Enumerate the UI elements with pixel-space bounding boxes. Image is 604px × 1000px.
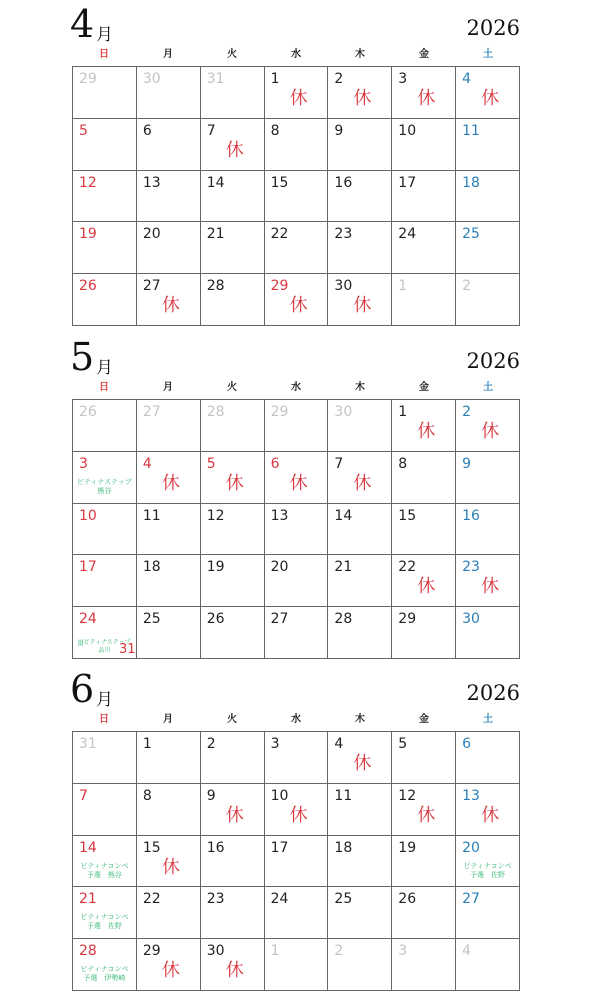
- day-number: 1: [398, 404, 408, 420]
- weekday-label: 月: [163, 49, 173, 60]
- day-number: 10: [270, 787, 289, 804]
- event-line: 予選 佐野: [86, 922, 122, 931]
- day-number: 26: [79, 404, 97, 420]
- day-number: 13: [462, 787, 480, 804]
- day-number: 9: [462, 455, 472, 472]
- day-cell: [456, 274, 520, 326]
- day-cell: [73, 784, 137, 836]
- event-line: JJJビティナステップ: [78, 639, 131, 647]
- weekday-label: 土: [483, 49, 493, 60]
- day-cell: [328, 452, 392, 504]
- calendar-april: [0, 2, 604, 317]
- day-cell: [73, 607, 137, 659]
- day-cell: [201, 452, 265, 504]
- day-cell: [137, 452, 201, 504]
- weekday-label: 土: [483, 714, 493, 725]
- day-cell: [137, 784, 201, 836]
- day-number: 31: [79, 736, 97, 752]
- day-cell: [201, 784, 265, 836]
- day-number: 14: [334, 507, 353, 524]
- day-number: 4: [334, 736, 344, 752]
- day-number: 29: [398, 611, 417, 628]
- holiday-mark: 休: [161, 472, 180, 494]
- day-cell: [137, 400, 201, 452]
- day-number: 24: [398, 226, 417, 243]
- day-number: 6: [462, 736, 472, 752]
- day-number: 17: [79, 559, 97, 576]
- holiday-mark: 休: [225, 472, 244, 494]
- holiday-mark: 休: [225, 804, 244, 826]
- day-number: 4: [462, 943, 472, 960]
- day-cell: [137, 555, 201, 607]
- day-cell: [137, 222, 201, 274]
- day-number: 29: [142, 943, 161, 960]
- day-number: 28: [206, 404, 225, 420]
- day-cell: [73, 504, 137, 556]
- day-cell: [392, 939, 456, 991]
- day-number: 11: [142, 507, 161, 524]
- overflow-day-number: 31: [119, 642, 136, 658]
- holiday-mark: 休: [417, 576, 436, 598]
- day-cell: [392, 452, 456, 504]
- day-cell: [265, 171, 329, 223]
- day-number: 20: [142, 226, 161, 243]
- day-cell: [201, 504, 265, 556]
- day-number: 3: [270, 736, 280, 752]
- weekday-label: 水: [291, 714, 301, 725]
- day-cell: [265, 732, 329, 784]
- weekday-label: 木: [355, 714, 365, 725]
- day-cell: [392, 400, 456, 452]
- day-cell: [265, 939, 329, 991]
- day-cell: [265, 119, 329, 171]
- day-cell: [201, 400, 265, 452]
- holiday-mark: 休: [353, 88, 372, 109]
- day-cell: [265, 607, 329, 659]
- day-number: 15: [398, 507, 417, 524]
- month-header: [0, 667, 604, 711]
- day-number: 15: [270, 174, 289, 191]
- day-cell: [201, 222, 265, 274]
- day-number: 30: [334, 278, 353, 295]
- month-label: 月: [96, 358, 113, 378]
- day-cell: [73, 222, 137, 274]
- day-number: 25: [334, 891, 353, 908]
- day-cell: [328, 171, 392, 223]
- month-header: [0, 335, 604, 379]
- event-note: [459, 862, 516, 880]
- day-number: 9: [206, 787, 216, 804]
- day-cell: [456, 555, 520, 607]
- day-number: 1: [270, 943, 280, 960]
- holiday-mark: 休: [225, 960, 244, 982]
- day-cell: [392, 222, 456, 274]
- day-number: 7: [206, 122, 216, 139]
- day-cell: [73, 400, 137, 452]
- weekday-label: 火: [227, 49, 237, 60]
- month-header: [0, 2, 604, 46]
- day-cell: [201, 119, 265, 171]
- day-number: 21: [206, 226, 225, 243]
- day-cell: [328, 836, 392, 888]
- weekday-header: [72, 381, 520, 395]
- day-number: 12: [79, 174, 97, 191]
- day-cell: [265, 452, 329, 504]
- day-number: 14: [206, 174, 225, 191]
- day-number: 14: [79, 839, 97, 856]
- day-number: 28: [79, 943, 97, 960]
- day-cell: [73, 171, 137, 223]
- month-number: 6: [70, 667, 95, 711]
- day-number: 3: [398, 943, 408, 960]
- day-cell: [456, 504, 520, 556]
- day-cell: [201, 836, 265, 888]
- day-cell: [201, 274, 265, 326]
- event-line: ビティナコンペ: [80, 861, 129, 870]
- day-cell: [328, 274, 392, 326]
- day-cell: [392, 119, 456, 171]
- holiday-mark: 休: [161, 856, 180, 878]
- day-cell: [265, 784, 329, 836]
- month-label: 月: [96, 690, 113, 710]
- day-number: 12: [398, 787, 417, 804]
- day-number: 27: [142, 404, 161, 420]
- day-number: 4: [142, 455, 152, 472]
- day-number: 18: [334, 839, 353, 856]
- day-number: 10: [398, 122, 417, 139]
- day-cell: [73, 939, 137, 991]
- holiday-mark: 休: [225, 139, 244, 161]
- weekday-label: 日: [99, 714, 109, 725]
- day-number: 26: [79, 278, 97, 295]
- day-cell: [392, 555, 456, 607]
- day-number: 6: [270, 455, 280, 472]
- day-cell: [328, 607, 392, 659]
- day-number: 21: [334, 559, 353, 576]
- calendar-may: [0, 335, 604, 658]
- day-number: 3: [398, 71, 408, 87]
- day-cell: [73, 732, 137, 784]
- day-number: 17: [270, 839, 289, 856]
- day-cell: [137, 171, 201, 223]
- day-cell: [392, 274, 456, 326]
- day-cell: [456, 732, 520, 784]
- holiday-mark: 休: [481, 88, 500, 109]
- day-cell: [456, 171, 520, 223]
- event-line: 熊谷: [97, 486, 112, 495]
- holiday-mark: 休: [289, 804, 308, 826]
- holiday-mark: 休: [481, 804, 500, 826]
- day-number: 15: [142, 839, 161, 856]
- day-number: 13: [270, 507, 289, 524]
- day-number: 1: [398, 278, 408, 295]
- holiday-mark: 休: [289, 88, 308, 109]
- day-cell: [456, 222, 520, 274]
- day-cell: [137, 939, 201, 991]
- day-number: 30: [142, 71, 161, 87]
- day-number: 5: [398, 736, 408, 752]
- weekday-label: 土: [483, 382, 493, 393]
- day-cell: [392, 836, 456, 888]
- weekday-label: 日: [99, 382, 109, 393]
- day-cell: [392, 732, 456, 784]
- day-cell: [265, 887, 329, 939]
- day-number: 29: [79, 71, 97, 87]
- day-number: 30: [462, 611, 480, 628]
- day-number: 17: [398, 174, 417, 191]
- day-number: 1: [142, 736, 152, 752]
- day-number: 7: [334, 455, 344, 472]
- date-grid: [72, 399, 520, 659]
- day-cell: [137, 119, 201, 171]
- day-cell: [73, 119, 137, 171]
- day-number: 8: [142, 787, 152, 804]
- day-number: 5: [79, 122, 88, 139]
- weekday-label: 木: [355, 49, 365, 60]
- year-label: 2026: [466, 16, 520, 40]
- day-cell: [456, 452, 520, 504]
- day-number: 22: [142, 891, 161, 908]
- day-cell: [392, 171, 456, 223]
- day-cell: [201, 555, 265, 607]
- day-number: 9: [334, 122, 344, 139]
- event-line: ビティナコンペ: [80, 965, 129, 974]
- day-number: 2: [462, 278, 472, 295]
- day-cell: [328, 504, 392, 556]
- weekday-label: 日: [99, 49, 109, 60]
- weekday-label: 木: [355, 382, 365, 393]
- year-label: 2026: [466, 349, 520, 373]
- weekday-label: 金: [419, 49, 429, 60]
- day-number: 16: [462, 507, 480, 524]
- day-cell: [392, 504, 456, 556]
- day-cell: [137, 607, 201, 659]
- day-number: 2: [334, 943, 344, 960]
- holiday-mark: 休: [481, 576, 500, 598]
- day-cell: [265, 222, 329, 274]
- day-number: 31: [206, 71, 225, 87]
- day-number: 20: [270, 559, 289, 576]
- day-number: 25: [462, 226, 480, 243]
- day-number: 30: [206, 943, 225, 960]
- day-cell: [392, 887, 456, 939]
- day-number: 29: [270, 404, 289, 420]
- event-line: 予選 佐野: [470, 870, 506, 879]
- day-number: 5: [206, 455, 216, 472]
- holiday-mark: 休: [417, 421, 436, 442]
- holiday-mark: 休: [289, 472, 308, 494]
- day-cell: [137, 732, 201, 784]
- holiday-mark: 休: [417, 804, 436, 826]
- day-cell: [456, 119, 520, 171]
- day-cell: [456, 887, 520, 939]
- day-number: 28: [206, 278, 225, 295]
- month-number: 4: [70, 2, 95, 46]
- day-cell: [265, 67, 329, 119]
- day-cell: [392, 67, 456, 119]
- day-cell: [201, 67, 265, 119]
- holiday-mark: 休: [161, 295, 180, 317]
- day-number: 27: [462, 891, 480, 908]
- event-line: ビティナステップ: [76, 477, 132, 486]
- weekday-label: 水: [291, 49, 301, 60]
- day-number: 24: [270, 891, 289, 908]
- day-cell: [201, 939, 265, 991]
- weekday-label: 月: [163, 714, 173, 725]
- event-line: 予選 熊谷: [86, 870, 122, 879]
- day-cell: [73, 67, 137, 119]
- day-number: 22: [398, 559, 417, 576]
- event-note: [76, 965, 133, 983]
- day-number: 28: [334, 611, 353, 628]
- day-number: 7: [79, 787, 88, 804]
- day-number: 18: [142, 559, 161, 576]
- day-number: 23: [334, 226, 353, 243]
- day-cell: [265, 836, 329, 888]
- day-cell: [137, 887, 201, 939]
- event-note: [76, 862, 133, 880]
- day-number: 29: [270, 278, 289, 295]
- day-cell: [201, 887, 265, 939]
- weekday-label: 水: [291, 382, 301, 393]
- day-cell: [328, 732, 392, 784]
- day-cell: [456, 836, 520, 888]
- day-cell: [265, 274, 329, 326]
- day-number: 22: [270, 226, 289, 243]
- day-number: 24: [79, 611, 97, 628]
- weekday-label: 火: [227, 382, 237, 393]
- day-number: 1: [270, 71, 280, 87]
- day-number: 16: [206, 839, 225, 856]
- event-line: 予選 伊勢崎: [83, 974, 126, 983]
- day-cell: [73, 555, 137, 607]
- day-number: 11: [334, 787, 353, 804]
- day-cell: [73, 452, 137, 504]
- day-number: 18: [462, 174, 480, 191]
- day-number: 16: [334, 174, 353, 191]
- holiday-mark: 休: [481, 421, 500, 442]
- holiday-mark: 休: [353, 295, 372, 317]
- day-number: 10: [79, 507, 97, 524]
- holiday-mark: 休: [353, 472, 372, 494]
- day-cell: [265, 555, 329, 607]
- day-cell: [456, 67, 520, 119]
- day-number: 12: [206, 507, 225, 524]
- day-number: 27: [142, 278, 161, 295]
- event-note: [76, 478, 133, 496]
- day-cell: [201, 732, 265, 784]
- day-cell: [328, 119, 392, 171]
- day-cell: [73, 836, 137, 888]
- day-cell: [73, 887, 137, 939]
- day-number: 21: [79, 891, 97, 908]
- day-number: 23: [206, 891, 225, 908]
- day-number: 8: [398, 455, 408, 472]
- day-cell: [73, 274, 137, 326]
- year-label: 2026: [466, 681, 520, 705]
- day-number: 30: [334, 404, 353, 420]
- day-cell: [456, 784, 520, 836]
- day-number: 2: [462, 404, 472, 420]
- day-number: 11: [462, 122, 480, 139]
- day-cell: [392, 607, 456, 659]
- day-cell: [328, 784, 392, 836]
- day-number: 26: [398, 891, 417, 908]
- holiday-mark: 休: [417, 88, 436, 109]
- day-cell: [328, 67, 392, 119]
- day-cell: [137, 836, 201, 888]
- day-number: 2: [206, 736, 216, 752]
- day-cell: [137, 274, 201, 326]
- day-cell: [265, 400, 329, 452]
- holiday-mark: 休: [161, 960, 180, 982]
- holiday-mark: 休: [353, 753, 372, 774]
- day-cell: [456, 939, 520, 991]
- day-cell: [201, 171, 265, 223]
- weekday-label: 火: [227, 714, 237, 725]
- day-number: 6: [142, 122, 152, 139]
- day-cell: [137, 504, 201, 556]
- day-cell: [137, 67, 201, 119]
- event-note: [76, 913, 133, 931]
- day-number: 8: [270, 122, 280, 139]
- date-grid: [72, 731, 520, 991]
- holiday-mark: 休: [289, 295, 308, 317]
- day-number: 27: [270, 611, 289, 628]
- day-cell: [201, 607, 265, 659]
- day-number: 20: [462, 839, 480, 856]
- day-cell: [456, 607, 520, 659]
- day-cell: [456, 400, 520, 452]
- weekday-header: [72, 48, 520, 62]
- day-number: 4: [462, 71, 472, 87]
- day-number: 2: [334, 71, 344, 87]
- weekday-label: 金: [419, 382, 429, 393]
- date-grid: [72, 66, 520, 326]
- event-line: ビティナコンペ: [80, 913, 129, 922]
- day-number: 19: [206, 559, 225, 576]
- event-line: ピティナコンペ: [463, 861, 512, 870]
- day-cell: [392, 784, 456, 836]
- month-number: 5: [70, 335, 95, 379]
- month-label: 月: [96, 25, 113, 45]
- day-number: 19: [398, 839, 417, 856]
- weekday-label: 月: [163, 382, 173, 393]
- weekday-header: [72, 713, 520, 727]
- day-number: 26: [206, 611, 225, 628]
- event-line: 品川: [98, 647, 111, 655]
- day-cell: [265, 504, 329, 556]
- day-cell: [328, 222, 392, 274]
- day-cell: [328, 400, 392, 452]
- day-cell: [328, 939, 392, 991]
- weekday-label: 金: [419, 714, 429, 725]
- day-number: 23: [462, 559, 480, 576]
- calendar-june: [0, 667, 604, 983]
- day-number: 19: [79, 226, 97, 243]
- day-number: 3: [79, 455, 88, 472]
- day-number: 13: [142, 174, 161, 191]
- day-cell: [328, 555, 392, 607]
- day-cell: [328, 887, 392, 939]
- day-number: 25: [142, 611, 161, 628]
